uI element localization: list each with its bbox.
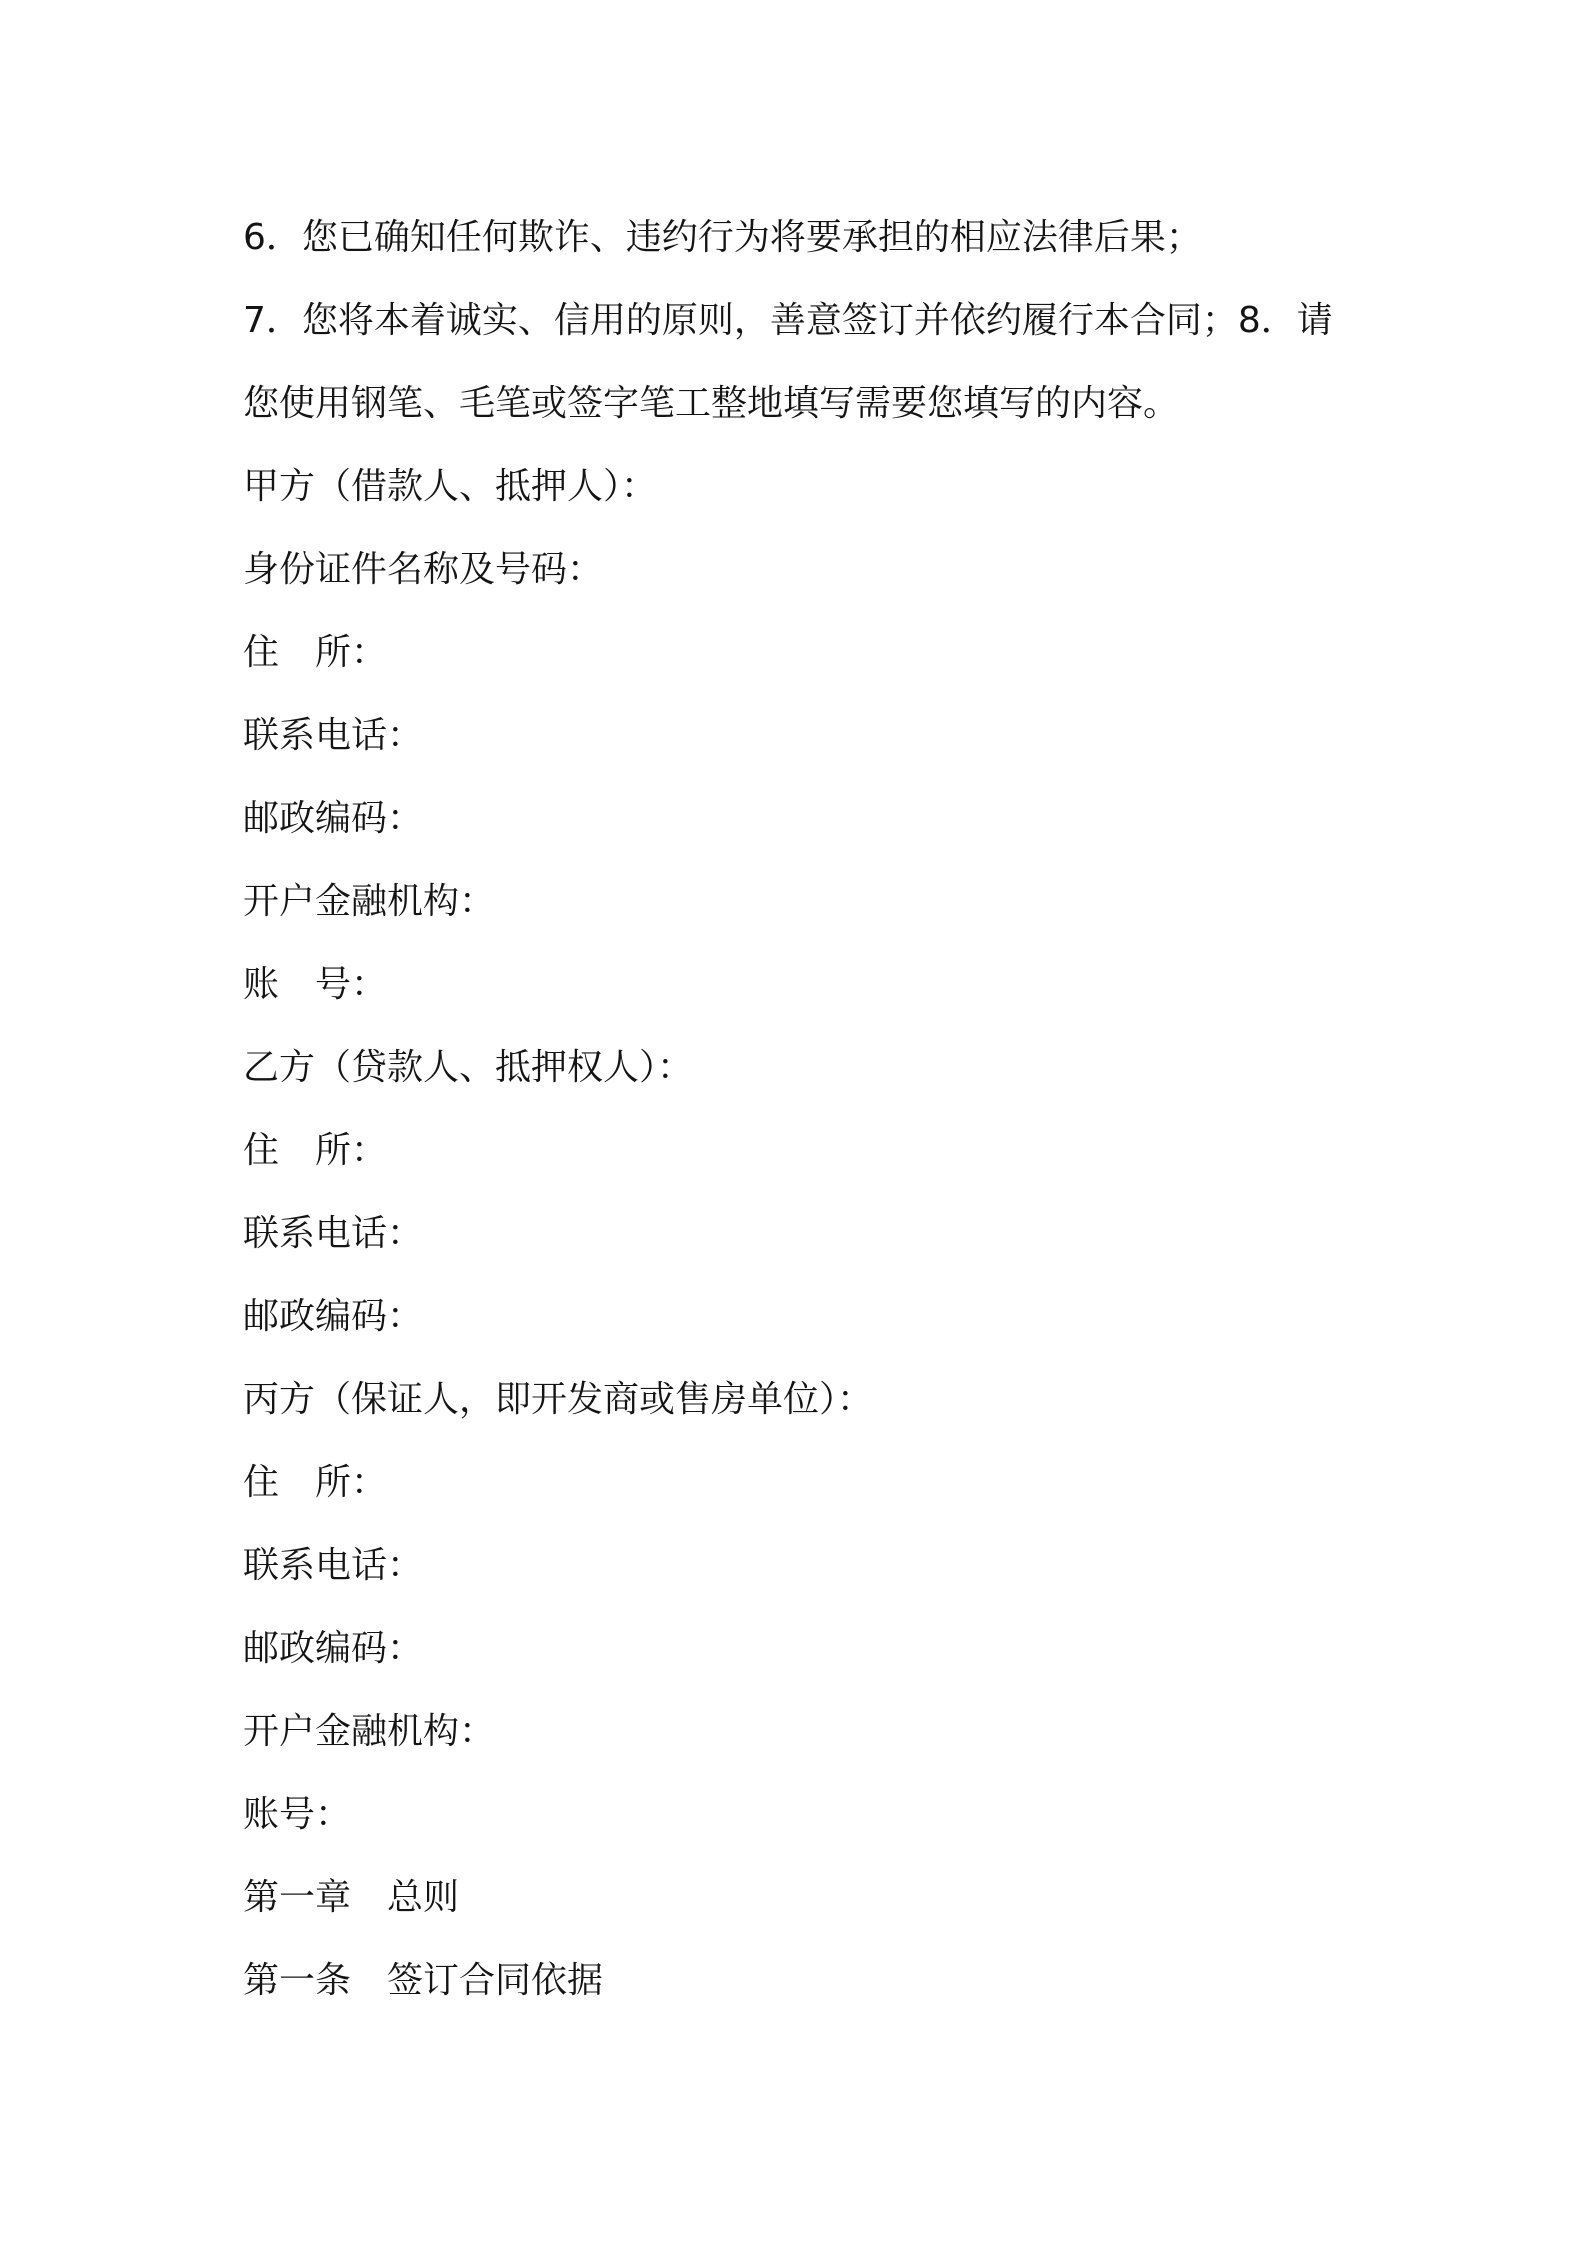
party-c-bank-field: 开户金融机构：: [243, 1711, 496, 1752]
party-a-address-field: 住 所：: [243, 632, 388, 673]
party-a-bank-field: 开户金融机构：: [243, 881, 496, 922]
party-c-address-field: 住 所：: [243, 1462, 388, 1503]
party-c-phone-field: 联系电话：: [243, 1545, 424, 1586]
party-b-heading: 乙方（贷款人、抵押权人）：: [243, 1047, 694, 1088]
notice-item-8-continued: 您使用钢笔、毛笔或签字笔工整地填写需要您填写的内容。: [243, 383, 1180, 424]
party-b-phone-field: 联系电话：: [243, 1213, 424, 1254]
notice-item-6: 6．您已确知任何欺诈、违约行为将要承担的相应法律后果；: [243, 217, 1202, 258]
notice-item-7-8: 7．您将本着诚实、信用的原则，善意签订并依约履行本合同；8．请: [243, 300, 1333, 341]
article-heading: 第一条 签订合同依据: [243, 1960, 604, 2001]
party-c-postcode-field: 邮政编码：: [243, 1628, 424, 1669]
party-c-account-field: 账号：: [243, 1794, 352, 1835]
party-a-id-field: 身份证件名称及号码：: [243, 549, 604, 590]
chapter-heading: 第一章 总则: [243, 1877, 460, 1918]
party-a-heading: 甲方（借款人、抵押人）：: [243, 466, 658, 507]
party-a-account-field: 账 号：: [243, 964, 388, 1005]
party-b-address-field: 住 所：: [243, 1130, 388, 1171]
party-a-postcode-field: 邮政编码：: [243, 798, 424, 839]
document-body: [243, 196, 1363, 2022]
party-b-postcode-field: 邮政编码：: [243, 1296, 424, 1337]
party-c-heading: 丙方（保证人，即开发商或售房单位）：: [243, 1379, 874, 1420]
party-a-phone-field: 联系电话：: [243, 715, 424, 756]
